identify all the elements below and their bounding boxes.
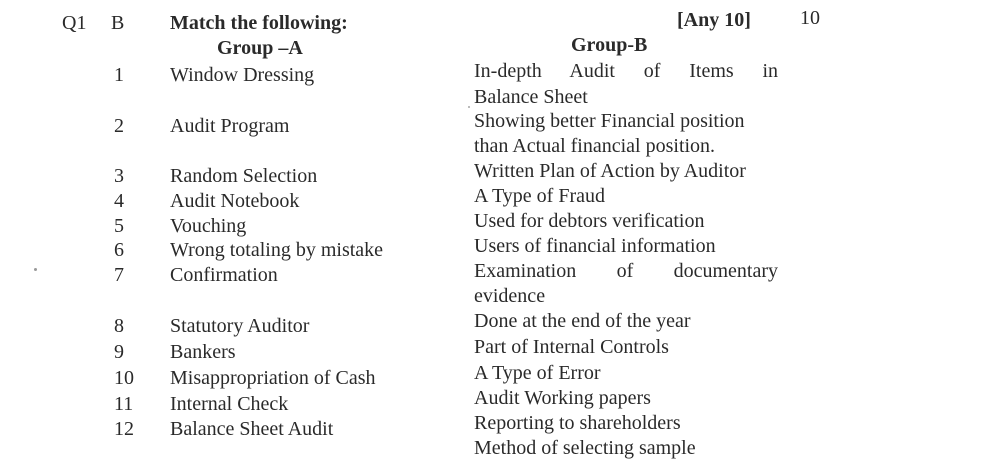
scan-speck — [34, 268, 37, 271]
group-a-item: Confirmation — [170, 264, 278, 286]
group-a-item: Random Selection — [170, 165, 318, 187]
group-a-item: Statutory Auditor — [170, 315, 310, 337]
group-b-item: In-depth Audit of Items in — [474, 60, 778, 82]
group-b-item: Showing better Financial position — [474, 110, 745, 132]
group-a-item: Audit Program — [170, 115, 290, 137]
group-a-item-number: 12 — [114, 418, 134, 440]
instruction-heading: Match the following: — [170, 12, 348, 34]
group-a-item: Vouching — [170, 215, 247, 237]
group-a-item-number: 8 — [114, 315, 124, 337]
group-a-item-number: 9 — [114, 341, 124, 363]
group-a-item-number: 10 — [114, 367, 134, 389]
group-b-item: A Type of Error — [474, 362, 601, 384]
scan-speck — [468, 106, 470, 108]
group-b-item: Examination of documentary — [474, 260, 778, 282]
group-a-item: Internal Check — [170, 393, 289, 415]
any-ten-note: [Any 10] — [677, 9, 751, 31]
group-a-item-number: 2 — [114, 115, 124, 137]
group-a-item-number: 5 — [114, 215, 124, 237]
group-a-item: Audit Notebook — [170, 190, 300, 212]
group-a-item-number: 1 — [114, 64, 124, 86]
group-b-item: Reporting to shareholders — [474, 412, 681, 434]
question-part: B — [111, 12, 125, 34]
group-b-item: Part of Internal Controls — [474, 336, 669, 358]
group-a-heading: Group –A — [217, 37, 303, 59]
group-a-item: Bankers — [170, 341, 236, 363]
group-a-item-number: 11 — [114, 393, 134, 415]
group-b-item-continued: than Actual financial position. — [474, 135, 716, 157]
question-number: Q1 — [62, 12, 87, 34]
group-b-item: Used for debtors verification — [474, 210, 705, 232]
group-a-item-number: 7 — [114, 264, 124, 286]
group-a-item-number: 6 — [114, 239, 124, 261]
group-b-item: Method of selecting sample — [474, 437, 696, 459]
group-b-item-continued: Balance Sheet — [474, 86, 588, 108]
group-b-item: A Type of Fraud — [474, 185, 605, 207]
marks-value: 10 — [800, 7, 820, 29]
group-b-item: Users of financial information — [474, 235, 716, 257]
group-b-item: Done at the end of the year — [474, 310, 691, 332]
group-a-item: Wrong totaling by mistake — [170, 239, 384, 261]
group-b-item: Written Plan of Action by Auditor — [474, 160, 746, 182]
group-b-item: Audit Working papers — [474, 387, 651, 409]
group-b-item-continued: evidence — [474, 285, 546, 307]
group-a-item: Window Dressing — [170, 64, 315, 86]
group-b-heading: Group-B — [571, 34, 648, 56]
group-a-item-number: 4 — [114, 190, 124, 212]
group-a-item: Misappropriation of Cash — [170, 367, 376, 389]
group-a-item: Balance Sheet Audit — [170, 418, 334, 440]
group-a-item-number: 3 — [114, 165, 124, 187]
